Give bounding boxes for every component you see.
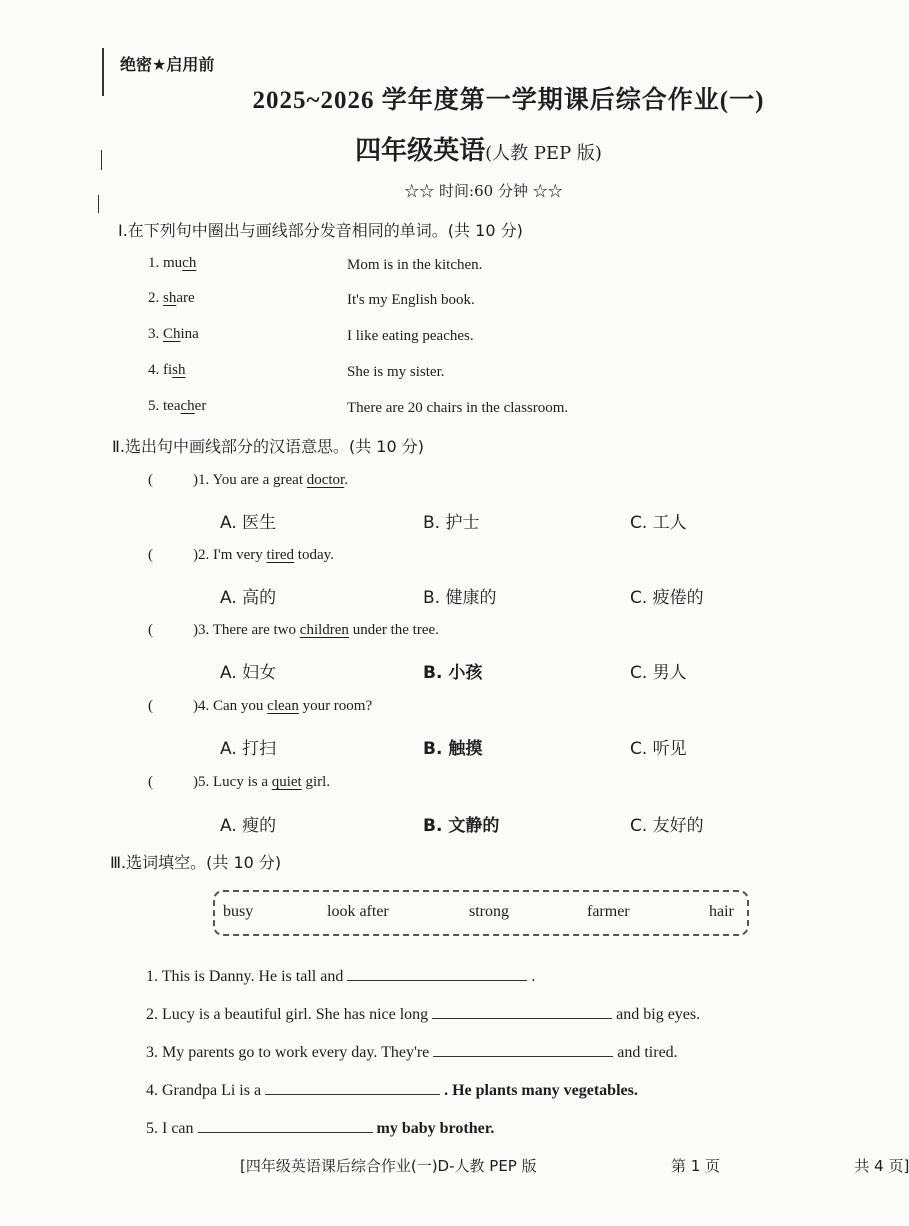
s3-item-3: 3. My parents go to work every day. They're and tired. xyxy=(146,1038,678,1062)
underlined-word: tired xyxy=(266,547,295,563)
section-3-heading: Ⅲ.选词填空。(共 10 分) xyxy=(110,853,282,872)
s1-item-1: 1. much xyxy=(148,255,197,271)
s3-item-2: 2. Lucy is a beautiful girl. She has nice long and big eyes. xyxy=(146,1000,751,1024)
section-1-heading: Ⅰ.在下列句中圈出与画线部分发音相同的单词。(共 10 分) xyxy=(118,221,523,240)
word-bank-item: look after xyxy=(327,903,389,920)
underlined-sound: sh xyxy=(163,290,177,306)
s2-question-4: ( )4. Can you clean your room? xyxy=(148,698,373,714)
footer-title: [四年级英语课后综合作业(一)D-人教 PEP 版 xyxy=(240,1157,537,1175)
word-bank-item: hair xyxy=(709,903,734,920)
s2-question-3: ( )3. There are two children under the tree. xyxy=(148,622,439,638)
fill-blank[interactable] xyxy=(265,1076,440,1095)
underlined-sound: sh xyxy=(172,362,186,378)
fill-blank[interactable] xyxy=(198,1114,373,1133)
s2-q5-option-a[interactable]: A. 瘦的 xyxy=(220,816,277,836)
subject-name: 四年级英语 xyxy=(355,136,486,166)
s2-q3-option-c[interactable]: C. 男人 xyxy=(630,663,687,683)
fill-blank[interactable] xyxy=(433,1038,613,1057)
s2-q3-option-a[interactable]: A. 妇女 xyxy=(220,663,277,683)
fill-blank[interactable] xyxy=(432,1000,612,1019)
subject-title xyxy=(0,130,867,167)
time-limit: ☆☆ 时间:60 分钟 ☆☆ xyxy=(404,182,563,200)
s3-item-5: 5. I can my baby brother. xyxy=(146,1114,494,1138)
s2-q5-option-c[interactable]: C. 友好的 xyxy=(630,816,704,836)
word-bank-item: strong xyxy=(469,903,509,920)
s2-q2-option-c[interactable]: C. 疲倦的 xyxy=(630,588,704,608)
s2-q2-option-a[interactable]: A. 高的 xyxy=(220,588,277,608)
s2-q5-option-b[interactable]: B. 文静的 xyxy=(423,816,500,836)
page-total: 共 4 页] xyxy=(854,1157,909,1175)
s1-item-4: 4. fish xyxy=(148,362,186,378)
underlined-word: doctor xyxy=(306,472,345,488)
s1-sentence-2: It's my English book. xyxy=(347,292,475,308)
s1-sentence-4: She is my sister. xyxy=(347,364,445,380)
s2-question-2: ( )2. I'm very tired today. xyxy=(148,547,334,563)
s3-item-1: 1. This is Danny. He is tall and . xyxy=(146,962,535,986)
underlined-sound: ch xyxy=(180,398,195,414)
underlined-sound: ch xyxy=(182,255,197,271)
section-2-heading: Ⅱ.选出句中画线部分的汉语意思。(共 10 分) xyxy=(112,437,424,456)
word-bank-item: farmer xyxy=(587,903,630,920)
s2-q1-option-c[interactable]: C. 工人 xyxy=(630,513,687,533)
s1-item-2: 2. share xyxy=(148,290,195,306)
underlined-sound: Ch xyxy=(163,326,181,342)
edition-label: (人教 PEP 版) xyxy=(485,143,602,164)
s2-q1-option-a[interactable]: A. 医生 xyxy=(220,513,277,533)
underlined-word: quiet xyxy=(271,774,302,790)
s2-q4-option-a[interactable]: A. 打扫 xyxy=(220,739,277,759)
s2-q3-option-b[interactable]: B. 小孩 xyxy=(423,663,483,683)
s1-sentence-3: I like eating peaches. xyxy=(347,328,474,344)
word-bank xyxy=(213,890,749,936)
s1-item-5: 5. teacher xyxy=(148,398,207,414)
s3-item-4: 4. Grandpa Li is a . He plants many vegetables. xyxy=(146,1076,638,1100)
page-number: 第 1 页 xyxy=(670,1157,721,1175)
underlined-word: clean xyxy=(267,698,299,714)
s1-sentence-1: Mom is in the kitchen. xyxy=(347,257,483,273)
exam-title: 2025~2026 学年度第一学期课后综合作业(一) xyxy=(252,87,765,114)
fill-blank[interactable] xyxy=(347,962,527,981)
s2-q1-option-b[interactable]: B. 护士 xyxy=(423,513,480,533)
page-footer xyxy=(0,1155,909,1176)
secret-label: 绝密★启用前 xyxy=(120,55,215,74)
s1-sentence-5: There are 20 chairs in the classroom. xyxy=(347,400,569,416)
s2-question-5: ( )5. Lucy is a quiet girl. xyxy=(148,774,331,790)
s2-q4-option-b[interactable]: B. 触摸 xyxy=(423,739,483,759)
s2-q2-option-b[interactable]: B. 健康的 xyxy=(423,588,497,608)
word-bank-item: busy xyxy=(223,903,254,920)
s1-item-3: 3. China xyxy=(148,326,199,342)
underlined-word: children xyxy=(299,622,349,638)
s2-q4-option-c[interactable]: C. 听见 xyxy=(630,739,687,759)
s2-question-1: ( )1. You are a great doctor. xyxy=(148,472,348,488)
